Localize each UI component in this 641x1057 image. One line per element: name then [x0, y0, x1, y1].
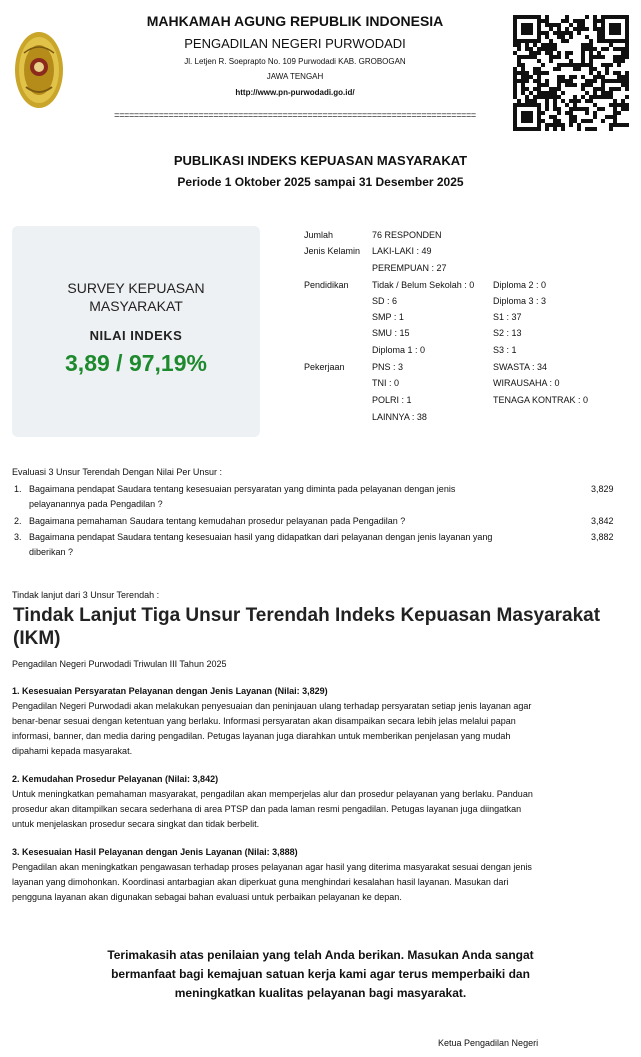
section-line: Pengadilan Negeri Purwodadi akan melakukan penyesuaian dan peninjauan ulang terhadap persyaratan setiap jenis layanan agar [12, 701, 532, 711]
evaluation-number: 2. [14, 516, 22, 526]
followup-subtitle: Pengadilan Negeri Purwodadi Triwulan III Tahun 2025 [12, 659, 227, 669]
occupation-item: TENAGA KONTRAK : 0 [493, 395, 589, 405]
jumlah-value: 76 RESPONDEN [372, 230, 442, 240]
occupation-item: POLRI : 1 [372, 395, 412, 405]
section-line: Pengadilan akan meningkatkan pengawasan terhadap proses pelayanan agar hasil yang diterima masyarakat sesuai dengan jenis [12, 862, 532, 872]
closing-message [60, 946, 581, 1003]
evaluation-number: 3. [14, 532, 22, 542]
section-line: layanan yang dimohonkan. Koordinasi antarbagian akan diperkuat guna menghindari kesalahan hasil layanan. Masukan dari [12, 877, 509, 887]
followup-section-1 [12, 684, 624, 759]
court-emblem-logo [14, 31, 64, 109]
court-name: PENGADILAN NEGERI PURWODADI [184, 36, 406, 51]
education-item: Tidak / Belum Sekolah : 0 [372, 280, 475, 290]
occupation-label: Pekerjaan [304, 362, 345, 372]
followup-intro: Tindak lanjut dari 3 Unsur Terendah : [12, 590, 160, 600]
followup-section-2 [12, 772, 624, 832]
education-item: SD : 6 [372, 296, 398, 306]
evaluation-question-cont: pelayanannya pada Pengadilan ? [29, 499, 163, 509]
education-item: SMU : 15 [372, 328, 410, 338]
followup-title: Tindak Lanjut Tiga Unsur Terendah Indeks Kepuasan Masyarakat (IKM) [13, 605, 601, 649]
closing-line: meningkatkan kualitas pelayanan bagi masyarakat. [174, 986, 467, 1000]
section-heading: 3. Kesesuaian Hasil Pelayanan dengan Jenis Layanan (Nilai: 3,888) [12, 847, 298, 857]
section-line: prosedur akan ditampilkan secara sederhana di area PTSP dan pada laman resmi pengadilan. Petugas layanan juga diingatkan [12, 804, 522, 814]
section-line: pengguna layanan akan digunakan sebagai bahan evaluasi untuk perbaikan pelayanan ke depan. [12, 892, 402, 902]
occupation-item: TNI : 0 [372, 378, 400, 388]
section-line: untuk menjelaskan prosedur secara singkat dan tidak berbelit. [12, 819, 260, 829]
section-line: benar-benar sesuai dengan ketentuan yang berlaku. Informasi persyaratan akan disampaikan secara lebih jelas melalui papan [12, 716, 516, 726]
occupation-item: WIRAUSAHA : 0 [493, 378, 560, 388]
gender-male: LAKI-LAKI : 49 [372, 246, 432, 256]
section-line: dipahami kepada masyarakat. [12, 746, 133, 756]
closing-line: Terimakasih atas penilaian yang telah Anda berikan. Masukan Anda sangat [107, 948, 534, 962]
evaluation-value: 3,829 [591, 484, 614, 494]
evaluation-question-cont: diberikan ? [29, 547, 74, 557]
court-address: Jl. Letjen R. Soeprapto No. 109 Purwodadi KAB. GROBOGAN [184, 57, 406, 66]
gender-female: PEREMPUAN : 27 [372, 263, 447, 273]
occupation-item: SWASTA : 34 [493, 362, 548, 372]
jumlah-label: Jumlah [304, 230, 334, 240]
publication-title: PUBLIKASI INDEKS KEPUASAN MASYARAKAT [173, 153, 468, 168]
section-heading: 2. Kemudahan Prosedur Pelayanan (Nilai: 3,842) [12, 774, 219, 784]
gender-label: Jenis Kelamin [304, 246, 361, 256]
education-item: S2 : 13 [493, 328, 522, 338]
header-separator: ========================================================================= [114, 110, 476, 120]
followup-section-3 [12, 845, 624, 905]
education-item: S3 : 1 [493, 345, 517, 355]
evaluation-question: Bagaimana pendapat Saudara tentang kesesuaian hasil yang didapatkan dari pelayanan dengan jenis layanan yang [29, 532, 493, 542]
signature-title: Ketua Pengadilan Negeri [438, 1038, 539, 1048]
evaluation-question: Bagaimana pendapat Saudara tentang kesesuaian persyaratan yang diminta pada pelayanan dengan jenis [29, 484, 456, 494]
education-item: Diploma 2 : 0 [493, 280, 547, 290]
evaluation-question: Bagaimana pemahaman Saudara tentang kemudahan prosedur pelayanan pada Pengadilan ? [29, 516, 406, 526]
education-item: S1 : 37 [493, 312, 522, 322]
index-score: 3,89 / 97,19% [65, 350, 207, 376]
survey-label-line1: SURVEY KEPUASAN [67, 280, 205, 296]
evaluation-heading: Evaluasi 3 Unsur Terendah Dengan Nilai Per Unsur : [12, 467, 222, 477]
education-item: Diploma 3 : 3 [493, 296, 547, 306]
section-line: Untuk meningkatkan pemahaman masyarakat, pengadilan akan memperjelas alur dan prosedur pelayanan yang berlaku. Panduan [12, 789, 533, 799]
index-score-card [12, 226, 260, 437]
evaluation-value: 3,882 [591, 532, 614, 542]
survey-label-line2: MASYARAKAT [89, 298, 183, 314]
court-province: JAWA TENGAH [266, 72, 324, 81]
occupation-item: LAINNYA : 38 [372, 412, 427, 422]
section-line: informasi, banner, dan media daring pengadilan. Petugas layanan juga diarahkan untuk memberikan penjelasan yang mudah [12, 731, 511, 741]
qr-code [512, 14, 630, 131]
education-item: Diploma 1 : 0 [372, 345, 426, 355]
closing-line: bermanfaat bagi kemajuan satuan kerja kami agar terus memperbaiki dan [111, 967, 530, 981]
publication-period: Periode 1 Oktober 2025 sampai 31 Desember 2025 [177, 175, 464, 189]
court-website[interactable]: http://www.pn-purwodadi.go.id/ [235, 88, 355, 97]
education-item: SMP : 1 [372, 312, 404, 322]
section-heading: 1. Kesesuaian Persyaratan Pelayanan dengan Jenis Layanan (Nilai: 3,829) [12, 686, 328, 696]
index-label: NILAI INDEKS [89, 328, 183, 343]
institution-name: MAHKAMAH AGUNG REPUBLIK INDONESIA [146, 13, 444, 29]
evaluation-value: 3,842 [591, 516, 614, 526]
education-label: Pendidikan [304, 280, 349, 290]
occupation-item: PNS : 3 [372, 362, 404, 372]
evaluation-number: 1. [14, 484, 22, 494]
